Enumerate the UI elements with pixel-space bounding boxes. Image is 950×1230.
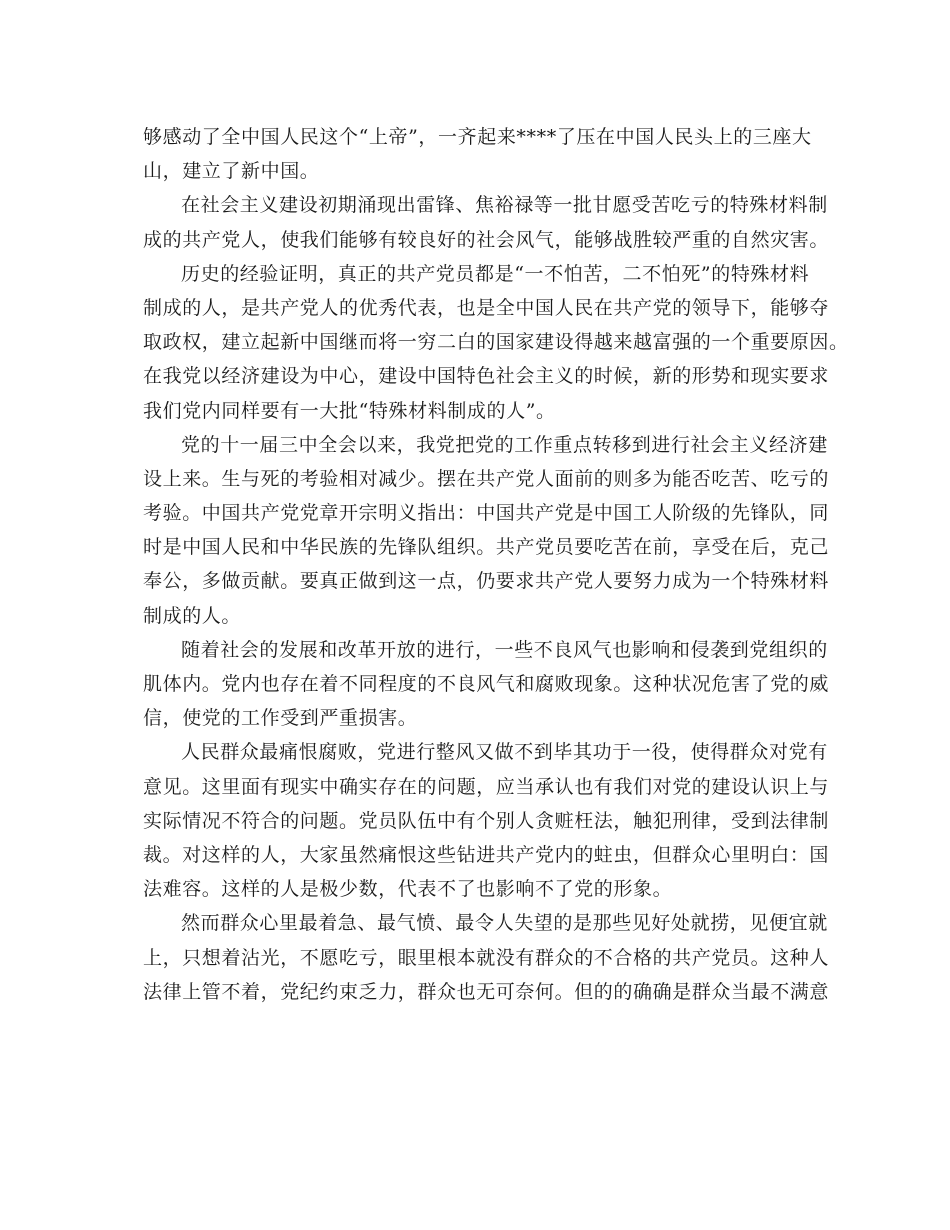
text-line: 够感动了全中国人民这个“上帝”，一齐起来****了压在中国人民头上的三座大 [143,126,812,148]
text-line: 取政权，建立起新中国继而将一穷二白的国家建设得越来越富强的一个重要原因。 [143,331,849,354]
text-line: 时是中国人民和中华民族的先锋队组织。共产党员要吃苦在前，享受在后，克己 [143,536,830,559]
text-line: 意见。这里面有现实中确实存在的问题，应当承认也有我们对党的建设认识上与 [143,775,830,798]
text-line: 在我党以经济建设为中心，建设中国特色社会主义的时候，新的形势和现实要求 [143,365,830,388]
text-line: 实际情况不符合的问题。党员队伍中有个别人贪赃枉法，触犯刑律，受到法律制 [143,809,830,832]
text-line: 人民群众最痛恨腐败，党进行整风又做不到毕其功于一役，使得群众对党有 [181,741,828,764]
text-line: 我们党内同样要有一大批“特殊材料制成的人”。 [143,399,556,422]
text-line: 法律上管不着，党纪约束乏力，群众也无可奈何。但的的确确是群众当最不满意 [143,980,830,1003]
text-line: 法难容。这样的人是极少数，代表不了也影响不了党的形象。 [143,878,673,901]
text-line: 裁。对这样的人，大家虽然痛恨这些钻进共产党内的蛀虫，但群众心里明白：国 [143,843,830,866]
text-line: 上，只想着沾光，不愿吃亏，眼里根本就没有群众的不合格的共产党员。这种人 [143,946,830,969]
text-line: 制成的人，是共产党人的优秀代表，也是全中国人民在共产党的领导下，能够夺 [143,296,830,319]
body-text [143,120,849,1009]
text-line: 成的共产党人，使我们能够有较良好的社会风气，能够战胜较严重的自然灾害。 [143,228,830,251]
text-line: 考验。中国共产党党章开宗明义指出：中国共产党是中国工人阶级的先锋队，同 [143,502,830,525]
text-line: 制成的人。 [143,604,242,627]
text-line: 历史的经验证明，真正的共产党员都是“一不怕苦，二不怕死”的特殊材料 [181,262,810,285]
text-line: 肌体内。党内也存在着不同程度的不良风气和腐败现象。这种状况危害了党的威 [143,673,830,695]
text-line: 在社会主义建设初期涌现出雷锋、焦裕禄等一批甘愿受苦吃亏的特殊材料制 [181,194,828,217]
text-line: 设上来。生与死的考验相对减少。摆在共产党人面前的则多为能否吃苦、吃亏的 [143,467,830,490]
text-line: 信，使党的工作受到严重损害。 [143,707,418,730]
text-line: 山，建立了新中国。 [143,160,320,183]
text-line: 然而群众心里最着急、最气愤、最令人失望的是那些见好处就捞，见便宜就 [181,912,828,935]
text-line: 党的十一届三中全会以来，我党把党的工作重点转移到进行社会主义经济建 [181,433,828,456]
text-line: 奉公，多做贡献。要真正做到这一点，仍要求共产党人要努力成为一个特殊材料 [143,570,830,593]
text-line: 随着社会的发展和改革开放的进行，一些不良风气也影响和侵袭到党组织的 [181,638,828,661]
